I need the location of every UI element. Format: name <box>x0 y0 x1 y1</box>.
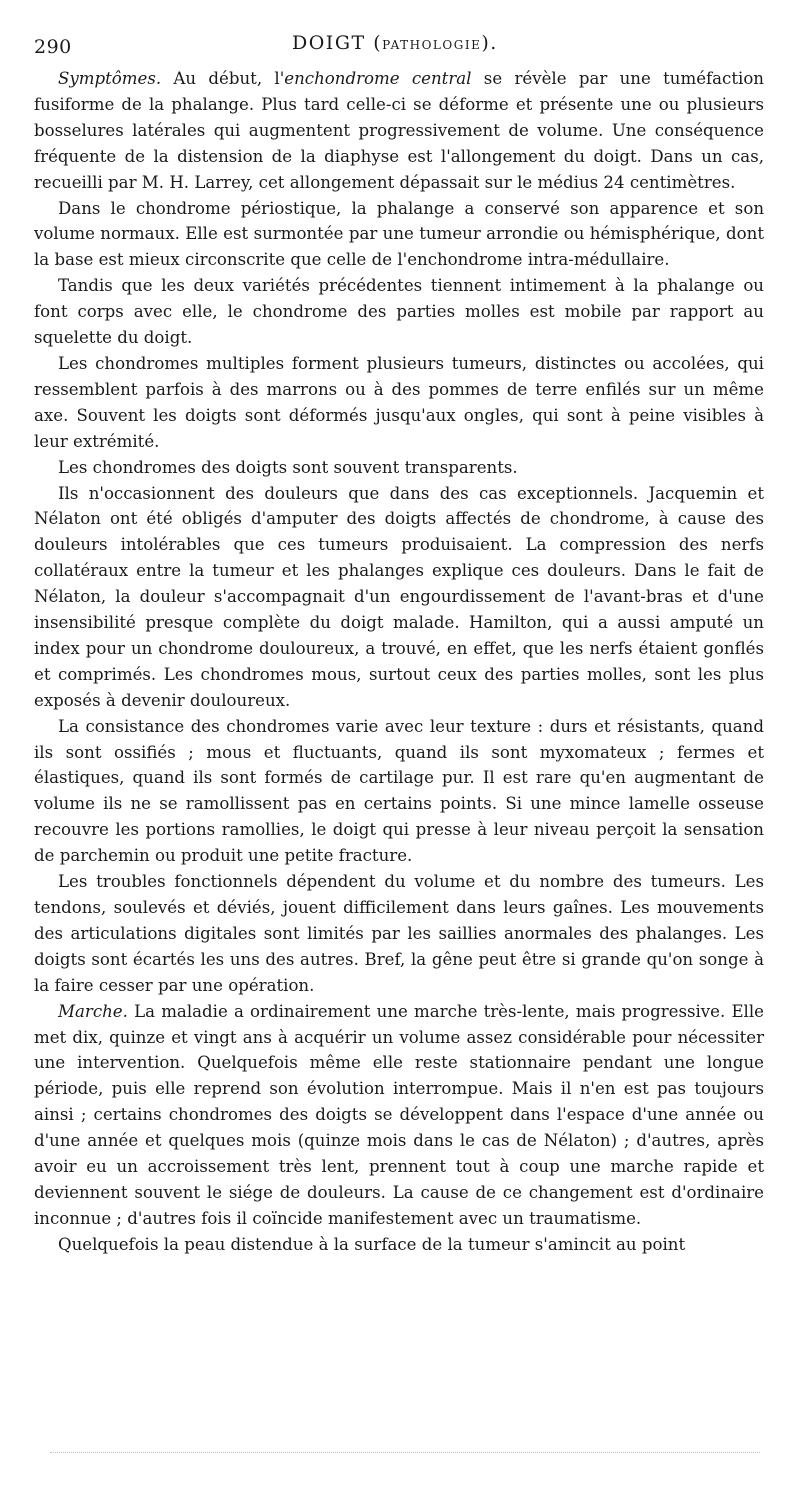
running-title-paren-close: ). <box>481 32 498 54</box>
emphasis-term: enchondrome central <box>284 69 472 88</box>
paragraph-text: La maladie a ordinairement une marche très-lente, mais progressive. Elle met dix, quinze et vingt ans à acquérir un volume assez considérable pour nécessiter une intervention. Quelquefois même elle reste stationnaire pendant une longue période, puis elle reprend son évolution interrompue. Mais il n'en est pas toujours ainsi ; certains chondromes des doigts se développent dans l'espace d'une année ou d'une année et quelques mois (quinze mois dans le cas de Nélaton) ; d'autres, après avoir eu un accroissement très lent, prennent tout à coup une marche rapide et deviennent souvent le siége de douleurs. La cause de ce changement est d'ordinaire inconnue ; d'autres fois il coïncide manifestement avec un traumatisme. <box>34 1001 764 1228</box>
running-title-sub: PATHOLOGIE <box>382 38 482 52</box>
paragraph-text: se révèle par une tuméfaction fusiforme de la phalange. Plus tard celle-ci se déforme et présente une ou plusieurs bosselures latérales qui augmentent progressivement de volume. Une conséquence fréquente de la distension de la diaphyse est l'allongement du doigt. Dans un cas, recueilli par M. H. Larrey, cet allongement dépassait sur le médius 24 centimètres. <box>34 69 764 192</box>
paragraph: Les troubles fonctionnels dépendent du volume et du nombre des tumeurs. Les tendons, soulevés et déviés, jouent difficilement dans leurs gaînes. Les mouvements des articulations digitales sont limités par les saillies anormales des phalanges. Les doigts sont écartés les uns des autres. Bref, la gêne peut être si grande qu'on songe à la faire cesser par une opération. <box>34 872 764 995</box>
paragraph-text: Au début, l' <box>161 69 285 88</box>
paragraph: Ils n'occasionnent des douleurs que dans des cas exceptionnels. Jacquemin et Nélaton ont été obligés d'amputer des doigts affectés de chondrome, à cause des douleurs intolérables que ces tumeurs produisaient. La compression des nerfs collatéraux entre la tumeur et les phalanges explique ces douleurs. Dans le fait de Nélaton, la douleur s'accompagnait d'un engourdissement de l'avant-bras et d'une insensibilité presque complète du doigt malade. Hamilton, qui a aussi amputé un index pour un chondrome douloureux, a trouvé, en effet, que les nerfs étaient gonflés et comprimés. Les chondromes mous, surtout ceux des parties molles, sont les plus exposés à devenir douloureux. <box>34 483 764 710</box>
page-header <box>34 30 764 60</box>
paragraph: Les chondromes multiples forment plusieurs tumeurs, distinctes ou accolées, qui ressemblent parfois à des marrons ou à des pommes de terre enfilés sur un même axe. Souvent les doigts sont déformés jusqu'aux ongles, qui sont à peine visibles à leur extrémité. <box>34 353 764 451</box>
body-text <box>34 66 764 1258</box>
paragraph-marche <box>34 999 764 1232</box>
paragraph: Tandis que les deux variétés précédentes tiennent intimement à la phalange ou font corps avec elle, le chondrome des parties molles est mobile par rapport au squelette du doigt. <box>34 276 764 348</box>
paragraph: Quelquefois la peau distendue à la surface de la tumeur s'amincit au point <box>58 1234 686 1254</box>
footer-divider <box>50 1452 760 1453</box>
paragraph-symptomes <box>34 66 764 196</box>
section-lead-marche: Marche. <box>58 1001 128 1021</box>
paragraph: Les chondromes des doigts sont souvent transparents. <box>58 457 518 477</box>
running-title-main: DOIGT <box>292 32 366 54</box>
page-number: 290 <box>34 36 72 58</box>
paragraph: Dans le chondrome périostique, la phalange a conservé son apparence et son volume normaux. Elle est surmontée par une tumeur arrondie ou hémisphérique, dont la base est mieux circonscrite que celle de l'enchondrome intra-médullaire. <box>34 198 764 270</box>
section-lead-symptomes: Symptômes. <box>58 69 162 88</box>
running-title <box>292 32 498 54</box>
paragraph: La consistance des chondromes varie avec leur texture : durs et résistants, quand ils sont ossifiés ; mous et fluctuants, quand ils sont myxomateux ; fermes et élastiques, quand ils sont formés de cartilage pur. Il est rare qu'en augmentant de volume ils ne se ramollissent pas en certains points. Si une mince lamelle osseuse recouvre les portions ramollies, le doigt qui presse à leur niveau perçoit la sensation de parchemin ou produit une petite fracture. <box>34 716 764 866</box>
running-title-paren-open: ( <box>373 32 383 54</box>
